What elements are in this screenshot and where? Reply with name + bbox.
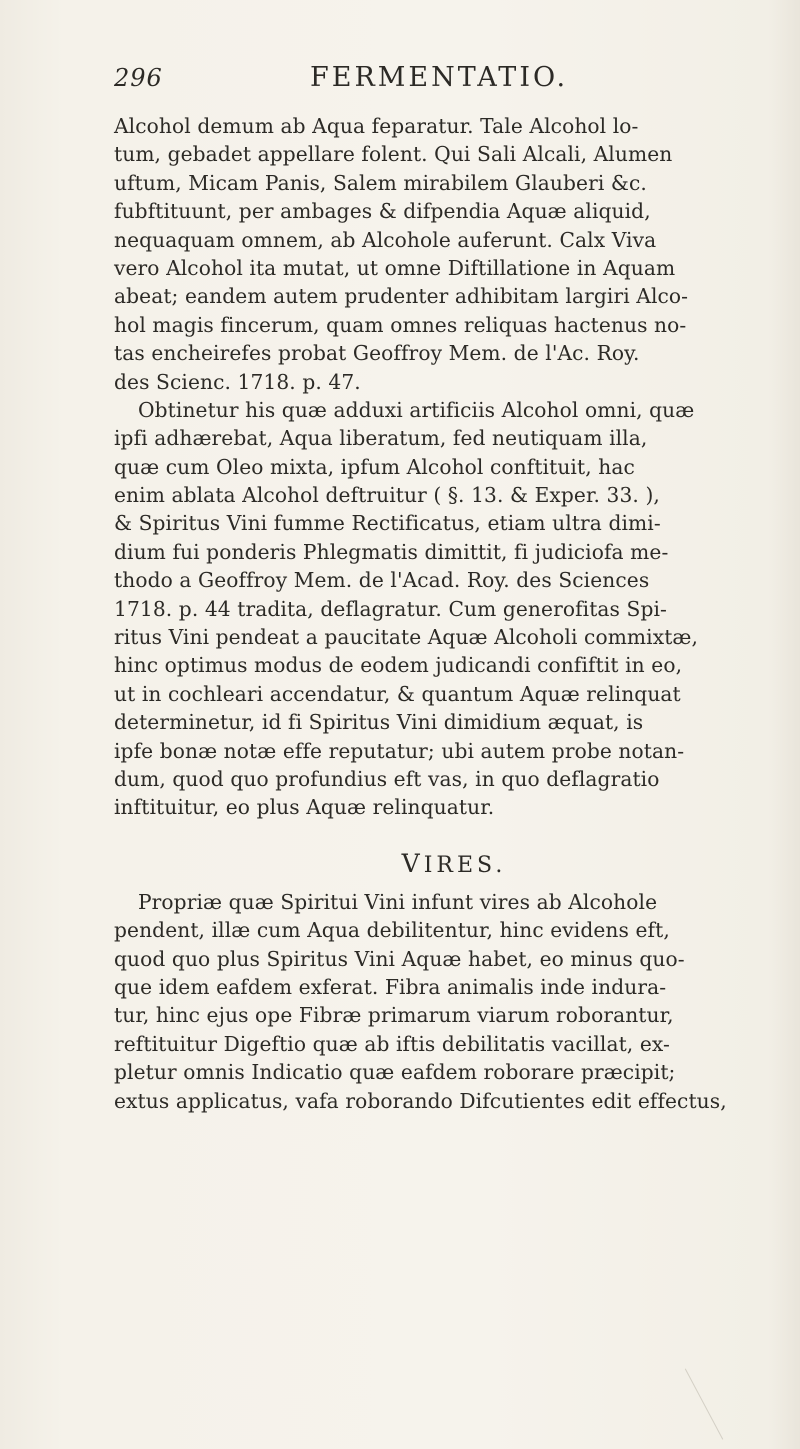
text-line: hinc optimus modus de eodem judicandi confiftit in eo, xyxy=(114,653,683,678)
text-line: nequaquam omnem, ab Alcohole auferunt. Calx Viva xyxy=(114,227,657,252)
text-line: hol magis fincerum, quam omnes reliquas hactenus no- xyxy=(114,312,687,337)
text-line: tur, hinc ejus ope Fibræ primarum viarum roborantur, xyxy=(114,1003,674,1028)
text-line: thodo a Geoffroy Mem. de l'Acad. Roy. des Sciences xyxy=(114,568,650,593)
text-line: abeat; eandem autem prudenter adhibitam largiri Alco- xyxy=(114,284,689,309)
text-line: pendent, illæ cum Aqua debilitentur, hinc evidens eft, xyxy=(114,918,670,943)
text-line: quod quo plus Spiritus Vini Aquæ habet, eo minus quo- xyxy=(114,946,685,971)
text-line: que idem eafdem exferat. Fibra animalis inde indura- xyxy=(114,974,667,999)
paper-crease xyxy=(685,1340,776,1439)
text-line: des Scienc. 1718. p. 47. xyxy=(114,369,361,394)
text-line: ipfi adhærebat, Aqua liberatum, fed neutiquam illa, xyxy=(114,426,648,451)
text-line: tum, gebadet appellare folent. Qui Sali Alcali, Alumen xyxy=(114,142,673,167)
text-line: dum, quod quo profundius eft vas, in quo deflagratio xyxy=(114,766,660,791)
text-line: determinetur, id fi Spiritus Vini dimidium æquat, is xyxy=(114,710,644,735)
section-heading xyxy=(114,840,784,888)
text-line: inftituitur, eo plus Aquæ relinquatur. xyxy=(114,795,495,820)
paragraph-1 xyxy=(114,112,784,396)
text-line: extus applicatus, vafa roborando Difcutientes edit effectus, xyxy=(114,1088,727,1113)
text-line: Alcohol demum ab Aqua feparatur. Tale Alcohol lo- xyxy=(114,114,639,138)
text-line: vero Alcohol ita mutat, ut omne Diftillatione in Aquam xyxy=(114,255,676,280)
text-line: 1718. p. 44 tradita, deflagratur. Cum generofitas Spi- xyxy=(114,596,667,621)
text-line: ut in cochleari accendatur, & quantum Aquæ relinquat xyxy=(114,681,681,706)
text-line: pletur omnis Indicatio quæ eafdem roborare præcipit; xyxy=(114,1060,676,1085)
text-line: tas encheirefes probat Geoffroy Mem. de l'Ac. Roy. xyxy=(114,341,640,366)
paragraph-2 xyxy=(114,396,784,822)
text-line: quæ cum Oleo mixta, ipfum Alcohol conftituit, hac xyxy=(114,454,635,479)
text-line: Propriæ quæ Spiritui Vini infunt vires ab Alcohole xyxy=(138,889,658,914)
text-line: enim ablata Alcohol deftruitur ( §. 13. & Exper. 33. ), xyxy=(114,483,660,508)
text-line: ritus Vini pendeat a paucitate Aquæ Alcoholi commixtæ, xyxy=(114,625,699,650)
section-heading-initial: V xyxy=(401,848,424,878)
text-line: Obtinetur his quæ adduxi artificiis Alcohol omni, quæ xyxy=(138,397,695,422)
running-head: FERMENTATIO. xyxy=(310,62,569,93)
text-line: uftum, Micam Panis, Salem mirabilem Glauberi &c. xyxy=(114,170,647,195)
text-line: fubftituunt, per ambages & difpendia Aquæ aliquid, xyxy=(114,199,651,224)
text-line: ipfe bonæ notæ effe reputatur; ubi autem probe notan- xyxy=(114,738,685,763)
text-line: & Spiritus Vini fumme Rectificatus, etiam ultra dimi- xyxy=(114,511,661,536)
section-gap xyxy=(114,822,784,840)
page-number: 296 xyxy=(114,64,163,92)
body-text xyxy=(114,112,784,1115)
section-heading-rest: IRES. xyxy=(423,852,507,878)
page-header xyxy=(114,62,634,102)
text-line: dium fui ponderis Phlegmatis dimittit, fi judiciofa me- xyxy=(114,539,669,564)
paragraph-3 xyxy=(114,888,784,1115)
text-line: reftituitur Digeftio quæ ab iftis debilitatis vacillat, ex- xyxy=(114,1031,670,1056)
